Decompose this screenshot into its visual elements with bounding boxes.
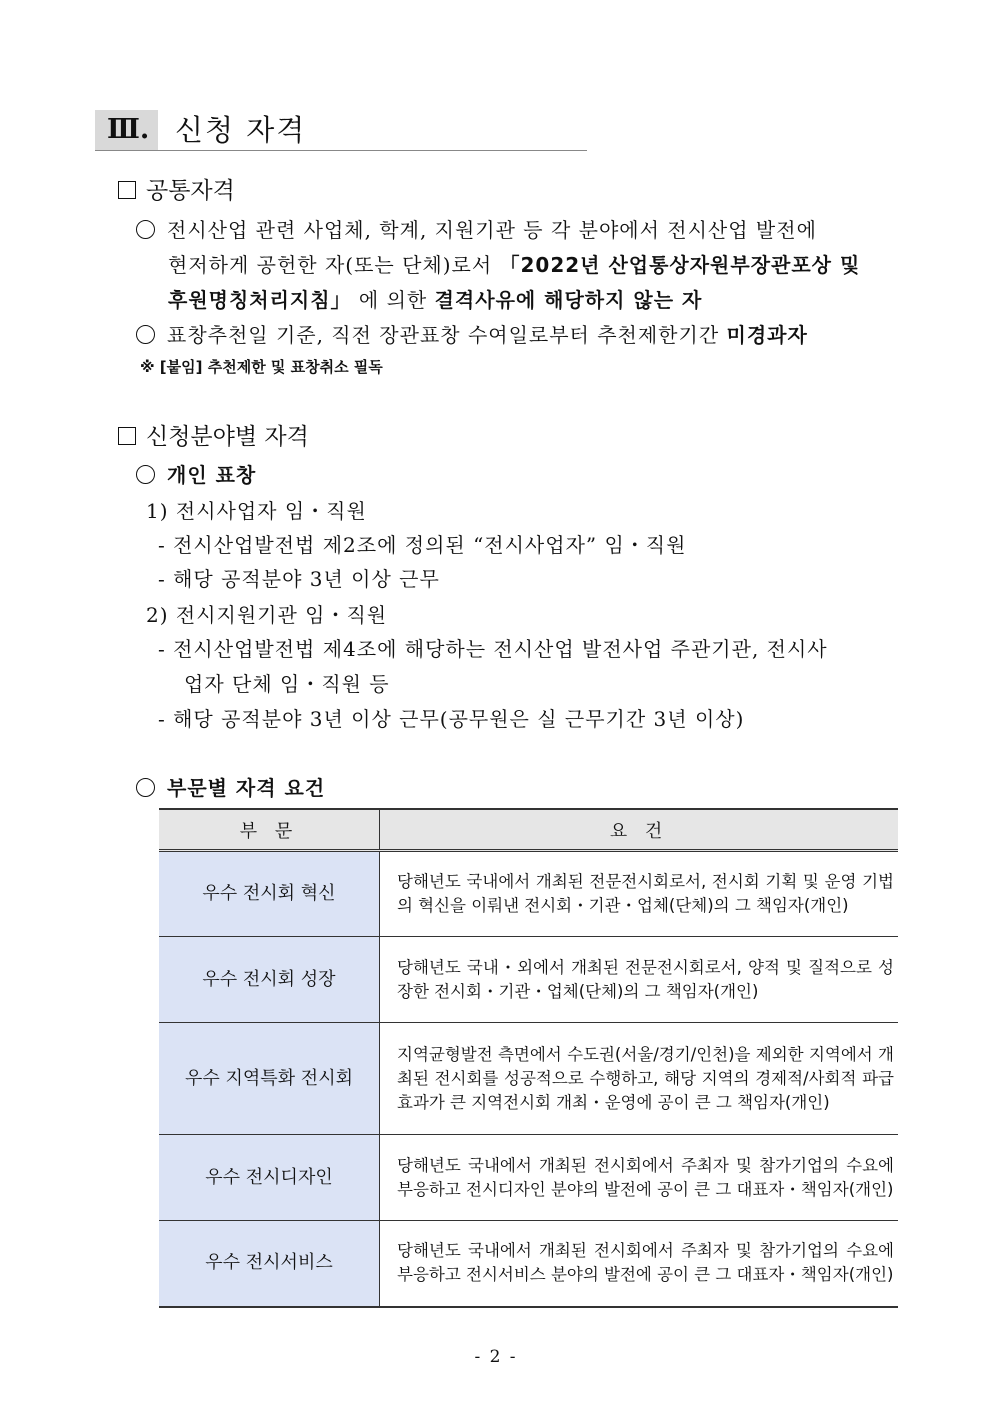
- common-heading: 공통자격: [118, 176, 235, 206]
- common-item1-line2: 현저하게 공헌한 자(또는 단체)로서 「2022년 산업통상자원부장관포상 및: [168, 253, 861, 277]
- requirement-cell: 당해년도 국내에서 개최된 전시회에서 주최자 및 참가기업의 수요에 부응하고 전시디자인 분야의 발전에 공이 큰 그 대표자・책임자(개인): [380, 1135, 899, 1221]
- circle-bullet-icon: [136, 778, 155, 797]
- group1-title: 1) 전시사업자 임・직원: [146, 499, 367, 523]
- group2-item-a-line1: - 전시산업발전법 제4조에 해당하는 전시산업 발전사업 주관기관, 전시사: [158, 637, 828, 661]
- by-field-heading: 신청분야별 자격: [118, 422, 309, 452]
- category-cell: 우수 전시회 혁신: [159, 851, 380, 937]
- requirement-cell: 당해년도 국내에서 개최된 전시회에서 주최자 및 참가기업의 수요에 부응하고 전시서비스 분야의 발전에 공이 큰 그 대표자・책임자(개인): [380, 1221, 899, 1307]
- common-item1-line3: 후원명칭처리지침」 에 의한 결격사유에 해당하지 않는 자: [168, 288, 703, 312]
- section-underline: [95, 150, 587, 151]
- section-header: [95, 110, 587, 152]
- table-row: [159, 851, 898, 937]
- category-cell: 우수 전시디자인: [159, 1135, 380, 1221]
- category-cell: 우수 전시서비스: [159, 1221, 380, 1307]
- table-row: [159, 1023, 898, 1135]
- group1-item-a: - 전시산업발전법 제2조에 정의된 “전시사업자” 임・직원: [158, 533, 687, 557]
- checkbox-square-icon: [118, 427, 136, 445]
- circle-bullet-icon: [136, 465, 155, 484]
- requirement-cell: 지역균형발전 측면에서 수도권(서울/경기/인천)을 제외한 지역에서 개최된 전시회를 성공적으로 수행하고, 해당 지역의 경제적/사회적 파급효과가 큰 지역전시회 개최・운영에 공이 큰 그 책임자(개인): [380, 1023, 899, 1135]
- individual-heading: 개인 표창: [136, 460, 256, 490]
- checkbox-square-icon: [118, 181, 136, 199]
- requirement-cell: 당해년도 국내에서 개최된 전문전시회로서, 전시회 기획 및 운영 기법의 혁신을 이뤄낸 전시회・기관・업체(단체)의 그 책임자(개인): [380, 851, 899, 937]
- column-header-category: 부 문: [159, 809, 380, 851]
- section-number: Ⅲ.: [95, 110, 158, 150]
- table-header-row: [159, 809, 898, 851]
- table-row: [159, 1221, 898, 1307]
- page-number: - 2 -: [474, 1347, 518, 1367]
- group2-item-a-line2: 업자 단체 임・직원 등: [184, 672, 390, 696]
- category-cell: 우수 전시회 성장: [159, 937, 380, 1023]
- attachment-note: ※ [붙임] 추천제한 및 표창취소 필독: [140, 358, 383, 376]
- requirements-table: [159, 808, 898, 1308]
- requirement-cell: 당해년도 국내・외에서 개최된 전문전시회로서, 양적 및 질적으로 성장한 전시회・기관・업체(단체)의 그 책임자(개인): [380, 937, 899, 1023]
- group2-title: 2) 전시지원기관 임・직원: [146, 603, 388, 627]
- group2-item-b: - 해당 공적분야 3년 이상 근무(공무원은 실 근무기간 3년 이상): [158, 707, 745, 731]
- category-cell: 우수 지역특화 전시회: [159, 1023, 380, 1135]
- circle-bullet-icon: [136, 220, 155, 239]
- requirements-heading: 부문별 자격 요건: [136, 773, 325, 803]
- column-header-requirement: 요 건: [380, 809, 899, 851]
- common-item1-line1: 전시산업 관련 사업체, 학계, 지원기관 등 각 분야에서 전시산업 발전에: [136, 215, 817, 245]
- common-item2: 표창추천일 기준, 직전 장관표창 수여일로부터 추천제한기간 미경과자: [136, 320, 808, 350]
- section-title: 신청 자격: [175, 113, 307, 147]
- group1-item-b: - 해당 공적분야 3년 이상 근무: [158, 567, 440, 591]
- circle-bullet-icon: [136, 325, 155, 344]
- table-row: [159, 1135, 898, 1221]
- table-row: [159, 937, 898, 1023]
